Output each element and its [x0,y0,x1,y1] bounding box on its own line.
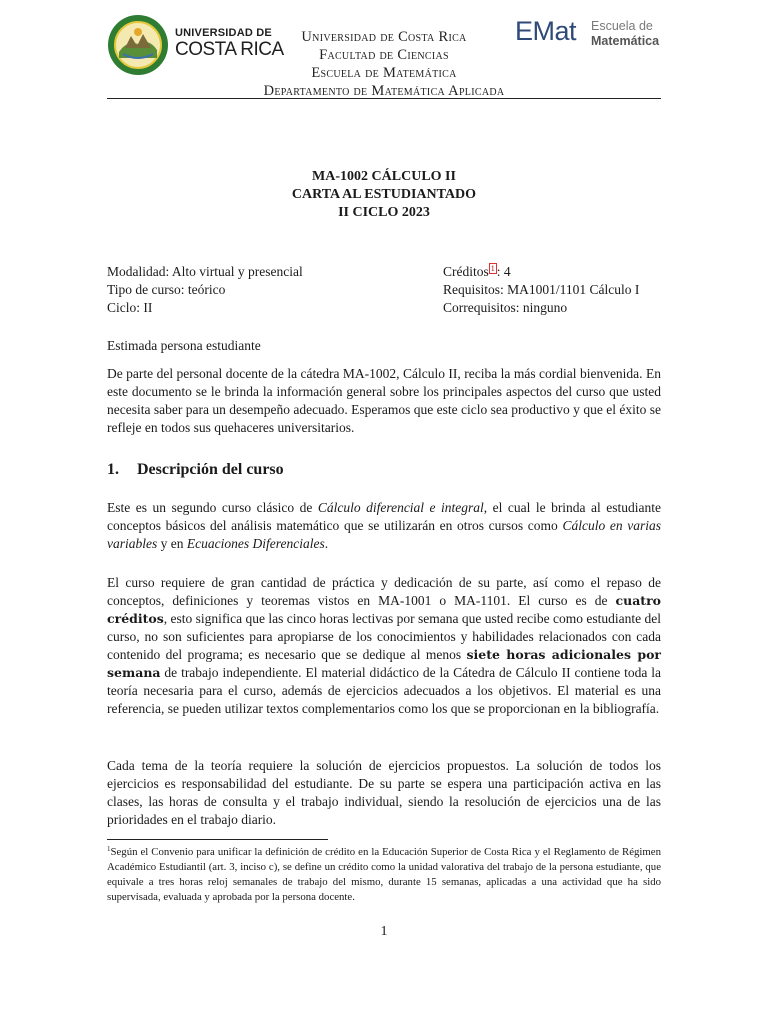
emat-logo-line2: Matemática [591,34,660,48]
course-info-right [443,263,639,317]
course-info-left [107,263,303,317]
footnote-link[interactable]: 1 [490,264,495,273]
info-ciclo: Ciclo: II [107,300,153,315]
paragraph-workload [107,574,661,718]
paragraph-exercises: Cada tema de la teoría requiere la solución de ejercicios propuestos. La solución de todos los ejercicios es responsabilidad del estudiante. De su parte se espera una participación activa en las clases, las horas de consulta y el trabajo individual, siendo la resolución de ejercicios una de las prioridades en el trabajo diario. [107,758,661,827]
p1-text-a: Este es un segundo curso clásico de [107,500,318,515]
institution-block [244,28,524,100]
section-number: 1. [107,461,119,478]
university-wordmark-line2: COSTA RICA [175,39,284,60]
section-title: Descripción del curso [137,461,284,478]
intro-paragraph: De parte del personal docente de la cátedra MA-1002, Cálculo II, reciba la más cordial bienvenida. En este documento se le brinda la información general sobre los principales aspectos del curso que usted necesita saber para un desempeño adecuado. Esperamos que este ciclo sea productivo y que el éxito se refleje en todos sus quehaceres universitarios. [107,366,661,435]
section-heading [107,461,284,479]
institution-line-faculty: Facultad de Ciencias [319,47,449,63]
p2-bold-1: cuatro créditos [107,593,661,626]
title-term: II CICLO 2023 [338,205,430,220]
emat-logo [515,16,665,66]
p1-emphasis-3: Ecuaciones Diferenciales [186,536,325,551]
info-correquisitos: Correquisitos: ninguno [443,300,568,315]
p1-emphasis-2: Cálculo en varias variables [107,518,661,551]
page-header [107,14,661,100]
emat-logo-line1: Escuela de [591,19,653,33]
paragraph-course-description [107,499,661,553]
greeting: Estimada persona estudiante [107,338,261,353]
emat-logo-text [591,19,659,49]
p1-text-b: , el cual le brinda al estudiante conceptos básicos del análisis matemático que se utilizarán en otros cursos como [107,500,661,533]
p1-text-d: . [324,536,329,551]
p1-emphasis-1: Cálculo diferencial e integral [317,500,484,515]
info-creditos [443,263,639,281]
emat-logo-mark: EMat [515,16,577,46]
p2-text-a: El curso requiere de gran cantidad de práctica y dedicación de su parte, así como el repaso de conceptos, definiciones y teoremas vistos en MA-1001 o MA-1101. El curso es de [107,575,661,608]
page-number: 1 [380,924,388,939]
info-tipo: Tipo de curso: teórico [107,282,226,297]
footnote [107,842,661,905]
creditos-value: : 4 [496,264,511,279]
institution-line-university: Universidad de Costa Rica [301,29,467,45]
p2-bold-2: siete horas adicionales por semana [107,647,662,680]
university-wordmark-line1: UNIVERSIDAD DE [175,27,272,39]
header-divider [107,98,661,99]
creditos-label: Créditos [443,264,489,279]
footnote-divider [107,839,328,840]
info-requisitos: Requisitos: MA1001/1101 Cálculo I [443,282,640,297]
footnote-text: Según el Convenio para unificar la definición de crédito en la Educación Superior de Costa Rica y el Reglamento de Régimen Académico Estudiantil (art. 3, inciso c), se define un crédito como la unidad valorativa del trabajo de la persona estudiante, que equivale a tres horas reloj semanales de trabajo del mismo, durante 15 semanas, aplicadas a una actividad que ha sido supervisada, evaluada y aprobada por la persona docente. [107,846,661,903]
footnote-mark: 1 [107,845,111,853]
p1-text-c: y en [157,536,187,551]
title-letter: CARTA AL ESTUDIANTADO [291,187,477,202]
p2-text-b: , esto significa que las cinco horas lectivas por semana que usted recibe como estudiante del curso, no son suficientes para apropiarse de los conocimientos y habilidades relacionados con cada contenido del programa; es necesario que se dedique al menos [107,611,661,662]
document-title [107,168,661,222]
p2-text-c: de trabajo independiente. El material didáctico de la Cátedra de Cálculo II contiene toda la teoría necesaria para el curso, además de ejercicios adecuados a los objetivos. El material es una referencia, se pueden utilizar textos complementarios como los que se proporcionan en la bibliografía. [107,665,661,716]
institution-line-school: Escuela de Matemática [311,65,457,81]
title-course: MA-1002 CÁLCULO II [312,169,456,184]
info-modalidad: Modalidad: Alto virtual y presencial [107,264,303,279]
institution-line-department: Departamento de Matemática Aplicada [263,83,505,99]
university-seal-icon [107,14,169,76]
